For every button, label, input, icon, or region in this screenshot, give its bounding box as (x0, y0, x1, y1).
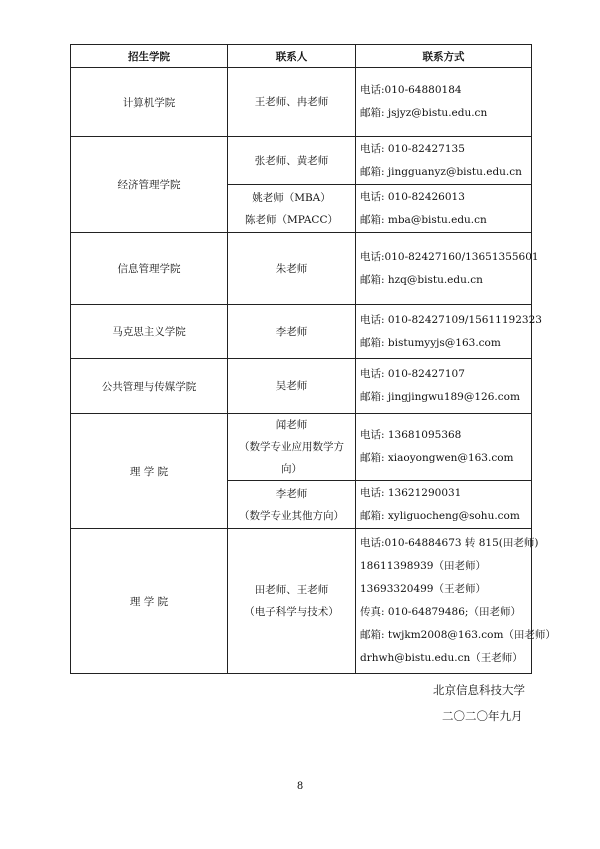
table-row (71, 137, 532, 185)
phone-text: 电话:010-82427160/13651355601 (360, 250, 539, 263)
contact-person (228, 305, 356, 359)
person-line: 姚老师（MBA） (252, 191, 331, 204)
phone-text: 电话: 13681095368 (360, 429, 462, 441)
phone-text: 电话: 010-82427109/15611192323 (360, 313, 542, 326)
contacts-table (70, 44, 556, 674)
college-name: 理 学 院 (71, 529, 228, 674)
contact-info (356, 529, 556, 674)
person-line: （数学专业应用数学方向） (239, 441, 344, 475)
contact-info (356, 233, 539, 305)
table-row (71, 529, 532, 674)
footer-institution: 北京信息科技大学 (433, 683, 525, 697)
person-line: 张老师、黄老师 (254, 154, 329, 167)
phone-text: 电话: 010-82427135 (360, 142, 465, 155)
college-name: 理 学 院 (71, 414, 228, 529)
header-college: 招生学院 (71, 45, 228, 68)
email-text: 邮箱: jsjyz@bistu.edu.cn (360, 107, 488, 119)
table-header-row (71, 45, 532, 68)
header-contact-person: 联系人 (228, 45, 356, 68)
college-name: 公共管理与传媒学院 (71, 359, 228, 414)
table-row (71, 305, 532, 359)
table-row (71, 414, 532, 481)
contact-person (228, 233, 356, 305)
email-text: 邮箱: mba@bistu.edu.cn (360, 213, 487, 226)
contact-person (228, 137, 356, 185)
person-line: （数学专业其他方向） (239, 509, 344, 522)
phone-text: 电话: 010-82427107 (360, 368, 465, 380)
person-line: （电子科学与技术） (244, 606, 339, 618)
college-name: 马克思主义学院 (71, 305, 228, 359)
email-text: 邮箱: twjkm2008@163.com（田老师） (360, 629, 556, 641)
email-text: 邮箱: jingjingwu189@126.com (360, 391, 520, 403)
header-contact-method: 联系方式 (356, 45, 532, 68)
phone-text: 13693320499（王老师） (360, 583, 486, 595)
contact-info (356, 185, 532, 233)
contact-info (356, 305, 542, 359)
fax-text: 传真: 010-64879486;（田老师） (360, 606, 521, 618)
contact-person (228, 414, 356, 481)
contact-info (356, 481, 532, 529)
person-line: 吴老师 (275, 380, 308, 392)
contact-person (228, 68, 356, 137)
email-text: 邮箱: xyliguocheng@sohu.com (360, 509, 520, 522)
contact-person (228, 359, 356, 414)
page-number: 8 (296, 781, 304, 792)
contact-info (356, 414, 532, 481)
email-text: 邮箱: hzq@bistu.edu.cn (360, 273, 483, 286)
phone-text: 电话: 13621290031 (360, 486, 462, 499)
contact-person (228, 481, 356, 529)
college-name: 经济管理学院 (71, 137, 228, 233)
college-name: 信息管理学院 (71, 233, 228, 305)
contact-info (356, 359, 532, 414)
email-text: 邮箱: jingguanyz@bistu.edu.cn (360, 165, 522, 178)
person-line: 李老师 (275, 325, 308, 338)
contact-info (356, 68, 532, 137)
person-line: 李老师 (275, 487, 308, 500)
phone-text: 电话:010-64884673 转 815(田老师) (360, 537, 539, 549)
contact-info (356, 137, 532, 185)
contact-person (228, 185, 356, 233)
email-text: 邮箱: xiaoyongwen@163.com (360, 452, 514, 464)
person-line: 田老师、王老师 (254, 584, 329, 596)
email-text: drhwh@bistu.edu.cn（王老师） (360, 652, 523, 664)
person-line: 闻老师 (275, 419, 308, 431)
person-line: 王老师、冉老师 (254, 96, 329, 108)
phone-text: 18611398939（田老师） (360, 560, 486, 572)
phone-text: 电话:010-64880184 (360, 84, 462, 96)
table-row (71, 359, 532, 414)
person-line: 陈老师（MPACC） (244, 213, 338, 226)
email-text: 邮箱: bistumyyjs@163.com (360, 336, 501, 349)
table-row (71, 233, 532, 305)
footer-date: 二〇二〇年九月 (442, 709, 523, 723)
phone-text: 电话: 010-82426013 (360, 190, 465, 203)
contact-person (228, 529, 356, 674)
table-row (71, 68, 532, 137)
person-line: 朱老师 (275, 262, 308, 275)
college-name: 计算机学院 (71, 68, 228, 137)
